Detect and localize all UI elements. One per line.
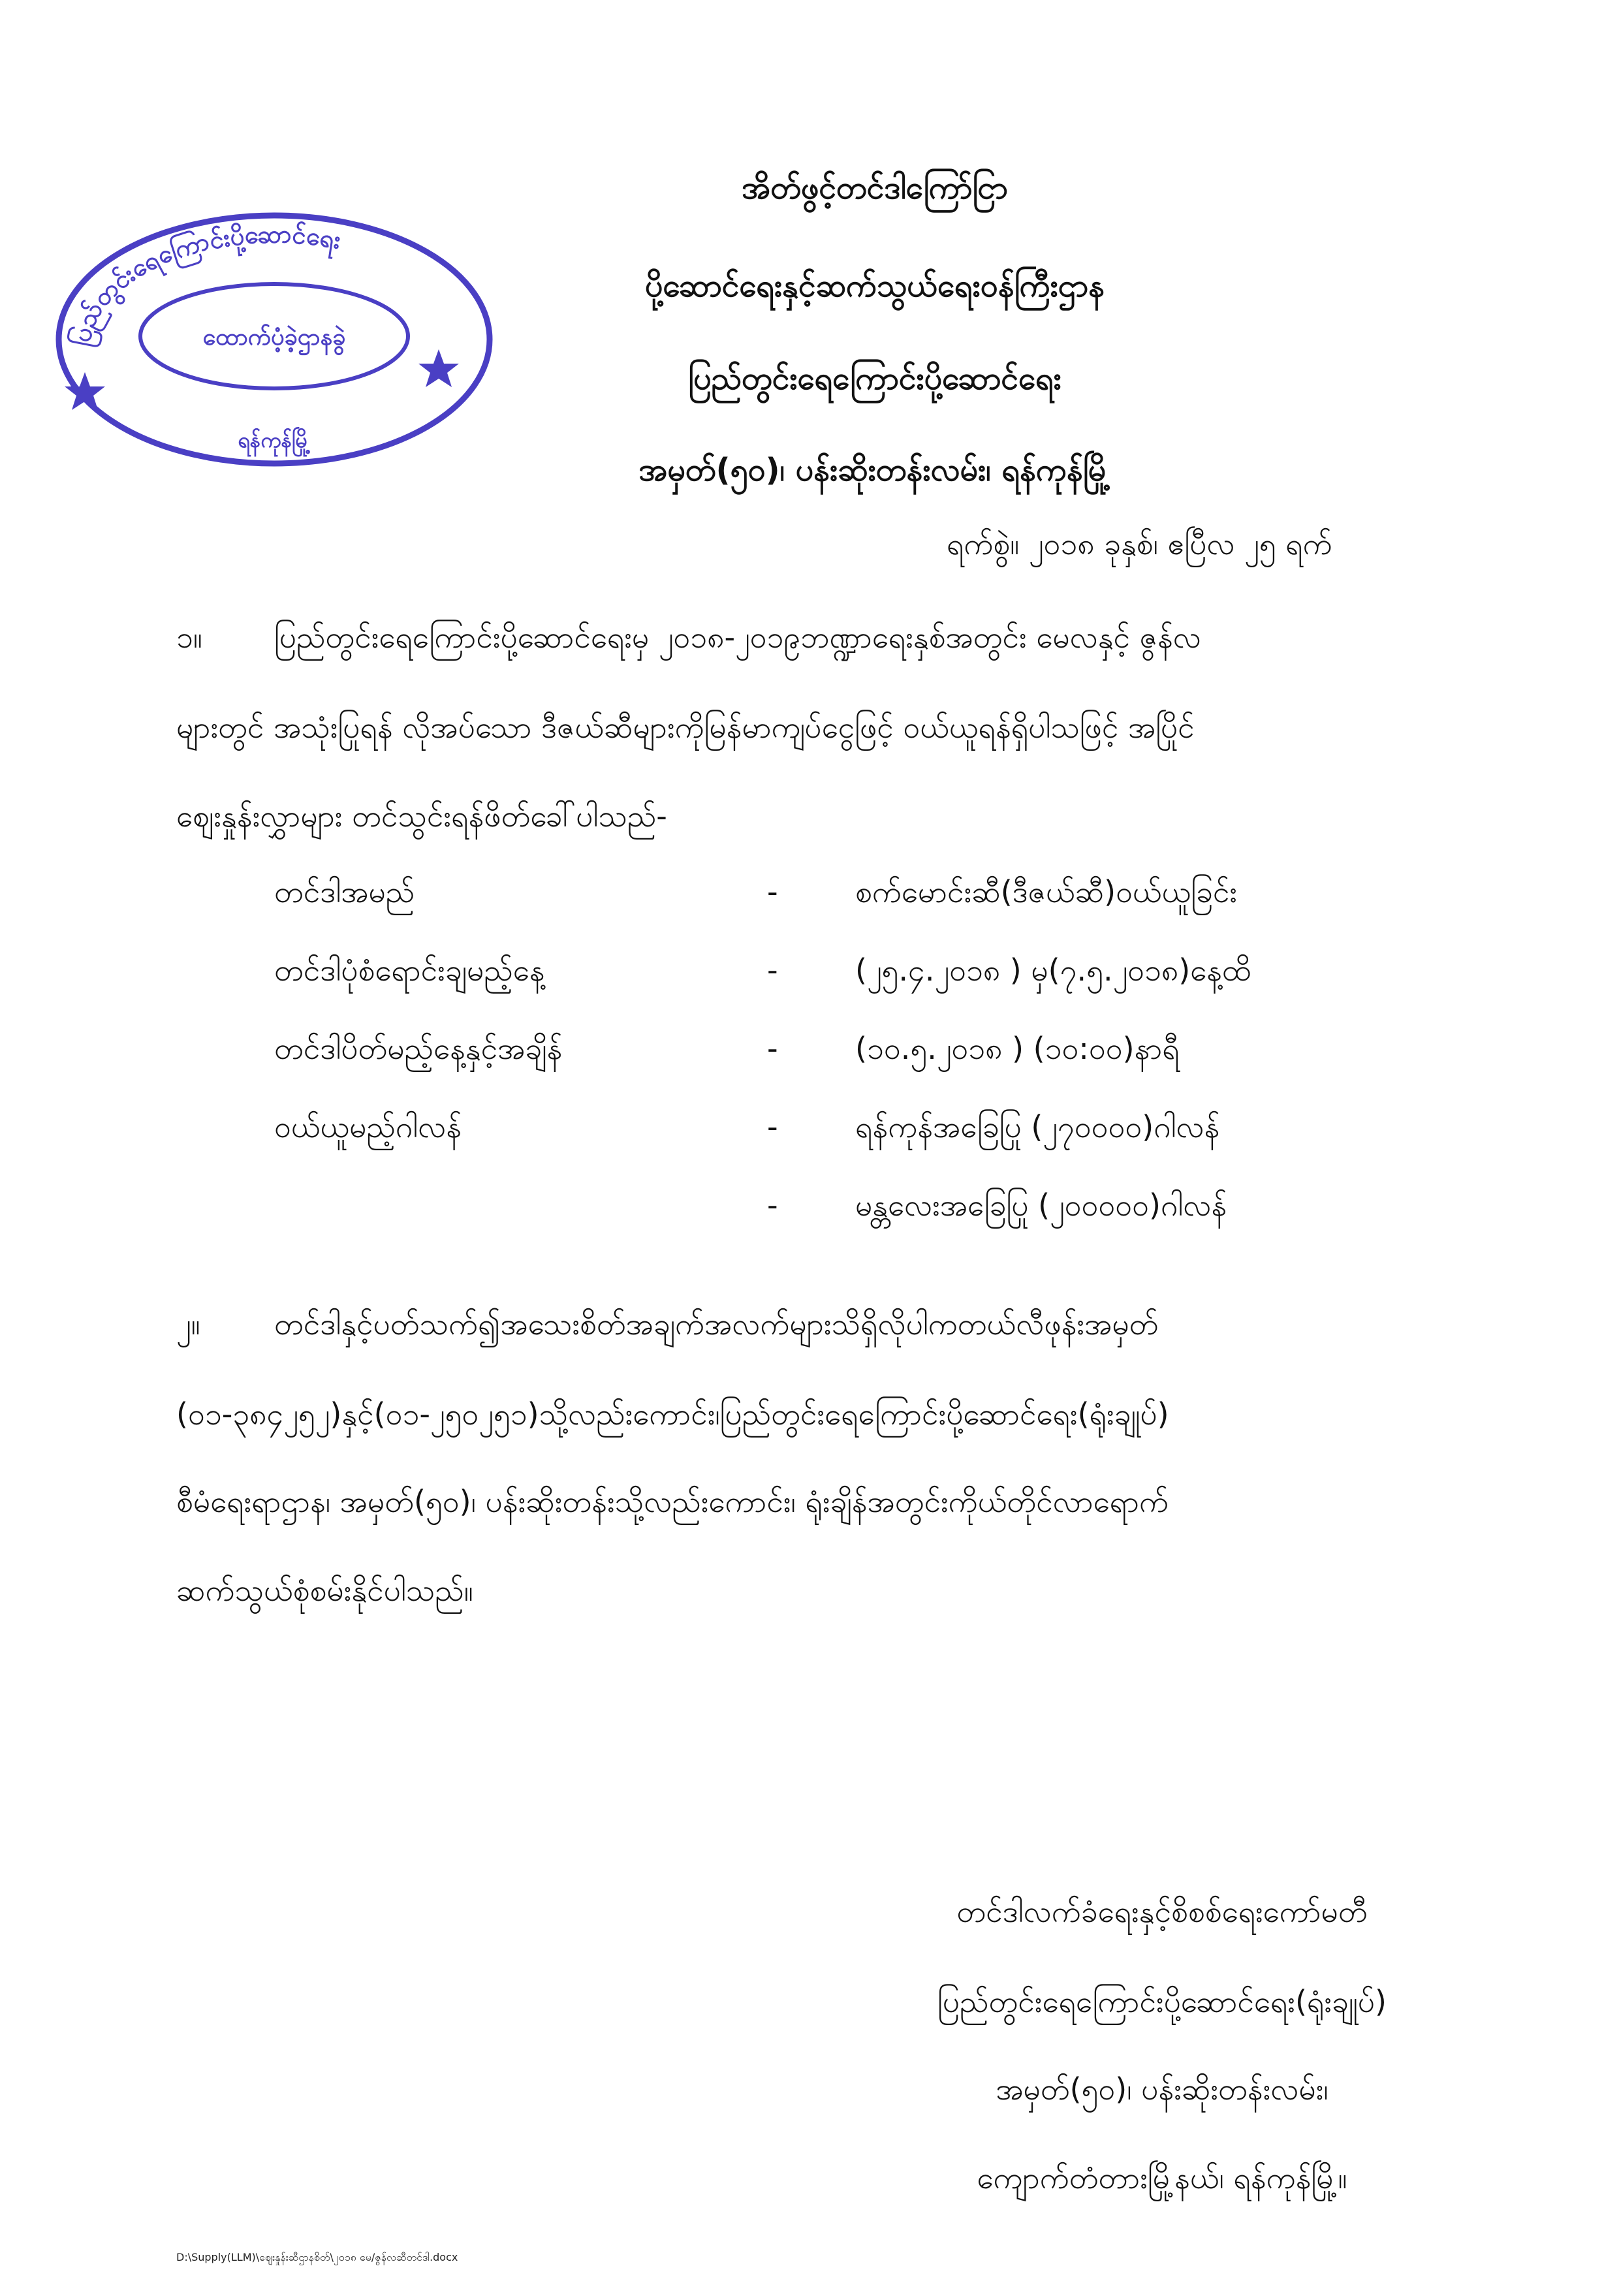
header-line-4: အမှတ်(၅၀)၊ ပန်းဆိုးတန်းလမ်း၊ ရန်ကုန်မြို့ — [638, 452, 1111, 488]
field-gallons-dash: - — [767, 1109, 778, 1144]
footer-file-path: D:\Supply(LLM)\ဈေးနှုန်းဆီဌာနစိတ်\၂၀၁၈ မေ/ဇွန်လဆီတင်ဒါ.docx — [176, 2251, 458, 2263]
para2-number: ၂။ — [176, 1306, 200, 1342]
date-line: ရက်စွဲ။ ၂၀၁၈ ခုနှစ်၊ ဧပြီလ ၂၅ ရက် — [947, 526, 1332, 561]
para2-line-3: စီမံရေးရာဌာန၊ အမှတ်(၅၀)၊ ပန်းဆိုးတန်းသို့လည်းကောင်း၊ ရုံးချိန်အတွင်းကိုယ်တိုင်လာရောက် — [176, 1484, 1169, 1519]
signature-line-1: တင်ဒါလက်ခံရေးနှင့်စိစစ်ရေးကော်မတီ — [956, 1894, 1368, 1929]
stamp-bottom-text: ရန်ကုန်မြို့ — [238, 428, 311, 452]
field-tender-name-value: စက်မောင်းဆီ(ဒီဇယ်ဆီ)ဝယ်ယူခြင်း — [855, 874, 1238, 909]
field-tender-name-dash: - — [767, 874, 778, 909]
para2-line-2: (၀၁-၃၈၄၂၅၂)နှင့်(၀၁-၂၅၀၂၅၁)သို့လည်းကောင်း၊ပြည်တွင်းရေကြောင်းပို့ဆောင်ရေး(ရုံးချုပ်) — [176, 1396, 1169, 1432]
field-sale-date-value: (၂၅.၄.၂၀၁၈ ) မှ(၇.၅.၂၀၁၈)နေ့ထိ — [855, 952, 1251, 988]
field-gallons-label: ဝယ်ယူမည့်ဂါလန် — [274, 1109, 462, 1144]
field-close-date-dash: - — [767, 1031, 778, 1066]
header-line-2: ပို့ဆောင်ရေးနှင့်ဆက်သွယ်ရေးဝန်ကြီးဌာန — [645, 268, 1105, 304]
signature-line-3: အမှတ်(၅၀)၊ ပန်းဆိုးတန်းလမ်း၊ — [996, 2071, 1328, 2107]
signature-line-4: ကျောက်တံတားမြို့နယ်၊ ရန်ကုန်မြို့။ — [977, 2160, 1347, 2195]
official-stamp — [39, 196, 509, 483]
field-gallons-dash-2: - — [767, 1187, 778, 1223]
para1-line-1: ပြည်တွင်းရေကြောင်းပို့ဆောင်ရေးမှ ၂၀၁၈-၂၀၁၉ဘဏ္ဍာရေးနှစ်အတွင်း မေလနှင့် ဇွန်လ — [274, 620, 1201, 655]
para2-line-1: တင်ဒါနှင့်ပတ်သက်၍အသေးစိတ်အချက်အလက်များသိရှိလိုပါကတယ်လီဖုန်းအမှတ် — [274, 1306, 1159, 1342]
field-close-date-value: (၁၀.၅.၂၀၁၈ ) (၁၀:၀၀)နာရီ — [855, 1031, 1180, 1066]
stamp-middle-text: ထောက်ပံ့ခဲ့ဌာနခွဲ — [202, 324, 346, 351]
signature-line-2: ပြည်တွင်းရေကြောင်းပို့ဆောင်ရေး(ရုံးချုပ်) — [937, 1984, 1387, 2019]
para2-line-4: ဆက်သွယ်စုံစမ်းနိုင်ပါသည်။ — [176, 1573, 473, 1608]
field-tender-name-label: တင်ဒါအမည် — [274, 874, 415, 909]
header-line-1: အိတ်ဖွင့်တင်ဒါကြော်ငြာ — [742, 170, 1008, 206]
para1-number: ၁။ — [176, 620, 202, 655]
stamp-top-text: ပြည်တွင်းရေကြောင်းပို့ဆောင်ရေး — [66, 219, 343, 349]
field-sale-date-label: တင်ဒါပုံစံရောင်းချမည့်နေ့ — [274, 952, 545, 988]
field-gallons-value-mandalay: မန္တလေးအခြေပြု (၂၀၀၀၀၀)ဂါလန် — [855, 1187, 1227, 1223]
field-gallons-value-yangon: ရန်ကုန်အခြေပြု (၂၇၀၀၀၀)ဂါလန် — [855, 1109, 1220, 1144]
para1-line-2: များတွင် အသုံးပြုရန် လိုအပ်သော ဒီဇယ်ဆီများကိုမြန်မာကျပ်ငွေဖြင့် ဝယ်ယူရန်ရှိပါသဖြင့် အပြိုင် — [176, 710, 1195, 745]
header-line-3: ပြည်တွင်းရေကြောင်းပို့ဆောင်ရေး — [688, 360, 1061, 397]
field-sale-date-dash: - — [767, 952, 778, 988]
para1-line-3: ဈေးနှုန်းလွှာများ တင်သွင်းရန်ဖိတ်ခေါ်ပါသည်- — [176, 798, 667, 834]
field-close-date-label: တင်ဒါပိတ်မည့်နေ့နှင့်အချိန် — [274, 1031, 563, 1066]
